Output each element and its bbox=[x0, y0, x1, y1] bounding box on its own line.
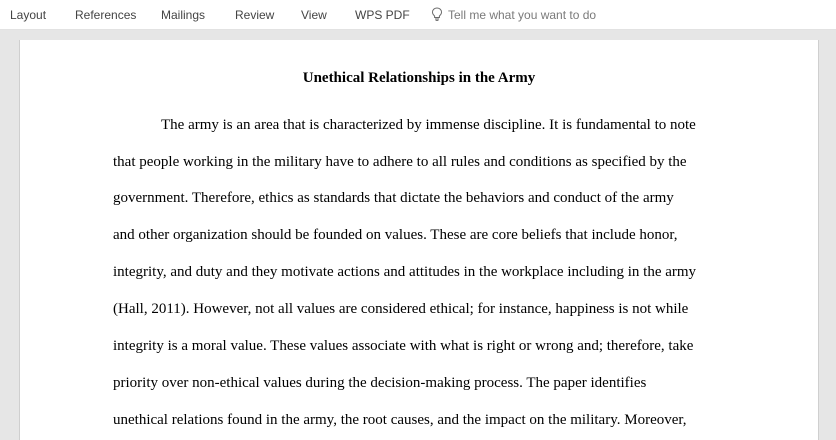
paragraph-line: that people working in the military have to adhere to all rules and conditions as specified by the bbox=[113, 154, 687, 170]
paragraph-line: government. Therefore, ethics as standards that dictate the behaviors and conduct of the army bbox=[113, 190, 674, 206]
paragraph-line: The army is an area that is characterized by immense discipline. It is fundamental to note bbox=[161, 117, 696, 133]
tab-references[interactable]: References bbox=[75, 8, 137, 22]
paragraph-line: integrity is a moral value. These values associate with what is right or wrong and; therefore, take bbox=[113, 338, 694, 354]
paragraph-line: integrity, and duty and they motivate actions and attitudes in the workplace including in the army bbox=[113, 264, 697, 280]
paragraph-line: priority over non-ethical values during the decision-making process. The paper identifies bbox=[113, 375, 647, 391]
tab-review[interactable]: Review bbox=[235, 8, 275, 22]
lightbulb-icon bbox=[431, 7, 448, 24]
tab-mailings[interactable]: Mailings bbox=[161, 8, 206, 22]
tab-layout[interactable]: Layout bbox=[10, 8, 47, 22]
document-title: Unethical Relationships in the Army bbox=[302, 70, 536, 86]
tell-me-placeholder: Tell me what you want to do bbox=[448, 8, 597, 22]
document-page[interactable] bbox=[19, 40, 819, 440]
paragraph-line: (Hall, 2011). However, not all values are considered ethical; for instance, happiness is not while bbox=[113, 301, 689, 317]
tell-me-search[interactable] bbox=[431, 6, 596, 24]
document-canvas bbox=[0, 30, 836, 428]
paragraph-line: unethical relations found in the army, the root causes, and the impact on the military. Moreover, bbox=[113, 412, 687, 428]
tab-view[interactable]: View bbox=[301, 8, 327, 22]
ribbon-tab-bar bbox=[0, 0, 836, 30]
paragraph-line: and other organization should be founded on values. These are core beliefs that include honor, bbox=[113, 227, 678, 243]
tab-wps-pdf[interactable]: WPS PDF bbox=[355, 8, 410, 22]
